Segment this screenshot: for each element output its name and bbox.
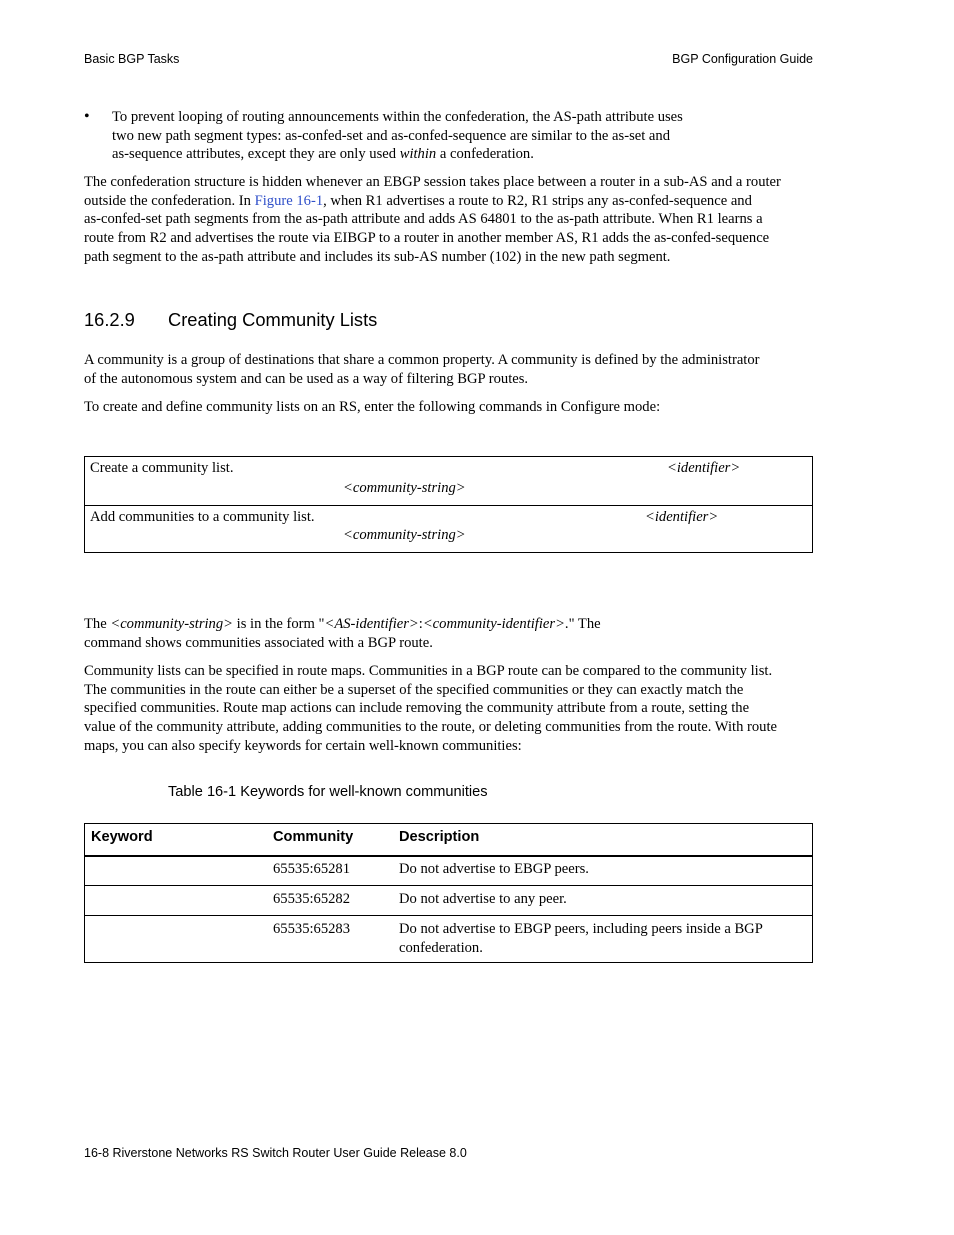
figure-16-1-link[interactable]: Figure 16-1: [254, 192, 324, 209]
header-divider: [85, 855, 812, 857]
paragraph-community-definition: A community is a group of destinations that share a common property. A community is defined by the administrator of the autonomous system and can be used as a way of filtering BGP routes.: [84, 352, 760, 387]
row-divider: [85, 915, 812, 916]
section-number: 16.2.9: [84, 309, 135, 330]
paragraph-confederation: The confederation structure is hidden whenever an EBGP session takes place between a router in a sub-AS and a router outside the confederation. In Figure 16-1, when R1 advertises a route to R2, R1 strips any as-confed-sequence and as-confed-set path segments from the as-path attribute and adds AS 64801 to the as-path attribute. When R1 learns a route from R2 and advertises the route via EIBGP to a router in another member AS, R1 adds the as-confed-sequence path segment to the as-path attribute and includes its sub-AS number (102) in the new path segment.: [84, 174, 781, 265]
command-row: [85, 506, 812, 553]
command-table: [84, 456, 813, 553]
cell-description: Do not advertise to EBGP peers.: [399, 861, 589, 877]
section-title: Creating Community Lists: [168, 309, 378, 330]
command-arg-identifier: <identifier>: [667, 460, 741, 476]
running-header-right: BGP Configuration Guide: [672, 52, 813, 66]
page-footer: 16-8 Riverstone Networks RS Switch Router User Guide Release 8.0: [84, 1146, 467, 1160]
paragraph-route-maps: Community lists can be specified in route maps. Communities in a BGP route can be compared to the community list. The communities in the route can either be a superset of the specified communities or they can exactly match the specified communities. Route map actions can include removing the community attribute from a route, setting the value of the community attribute, adding communities to the route, or deleting communities from the route. With route maps, you can also specify keywords for certain well-known communities:: [84, 663, 777, 754]
bullet-icon: •: [84, 108, 90, 125]
cell-community: 65535:65283: [273, 921, 351, 937]
keywords-table: [84, 823, 813, 963]
column-header-community: Community: [273, 829, 354, 845]
cell-description: Do not advertise to any peer.: [399, 891, 567, 907]
command-description: Add communities to a community list.: [90, 509, 315, 525]
command-arg-community-string: <community-string>: [343, 480, 466, 496]
cell-description: Do not advertise to EBGP peers, including peers inside a BGP confederation.: [399, 921, 763, 956]
emphasis: within: [399, 146, 437, 163]
paragraph-configure-mode: To create and define community lists on an RS, enter the following commands in Configure mode:: [84, 399, 661, 415]
running-header-left: Basic BGP Tasks: [84, 52, 180, 66]
cell-community: 65535:65282: [273, 891, 351, 907]
command-arg-community-string: <community-string>: [343, 527, 466, 543]
row-divider: [85, 885, 812, 886]
command-description: Create a community list.: [90, 460, 234, 476]
cell-community: 65535:65281: [273, 861, 351, 877]
bullet-text: To prevent looping of routing announcements within the confederation, the AS-path attribute uses two new path segment types: as-confed-set and as-confed-sequence are similar to the as-set and as-sequence attributes, except they are only used within a confederation.: [112, 109, 683, 163]
column-header-description: Description: [399, 829, 480, 845]
paragraph-community-string-form: The <community-string> is in the form "<AS-identifier>:<community-identifier>." The command shows communities associated with a BGP route.: [84, 616, 601, 651]
table-caption: Table 16-1 Keywords for well-known communities: [168, 784, 488, 800]
command-row: [85, 457, 812, 506]
column-header-keyword: Keyword: [91, 829, 153, 845]
command-arg-identifier: <identifier>: [645, 509, 719, 525]
